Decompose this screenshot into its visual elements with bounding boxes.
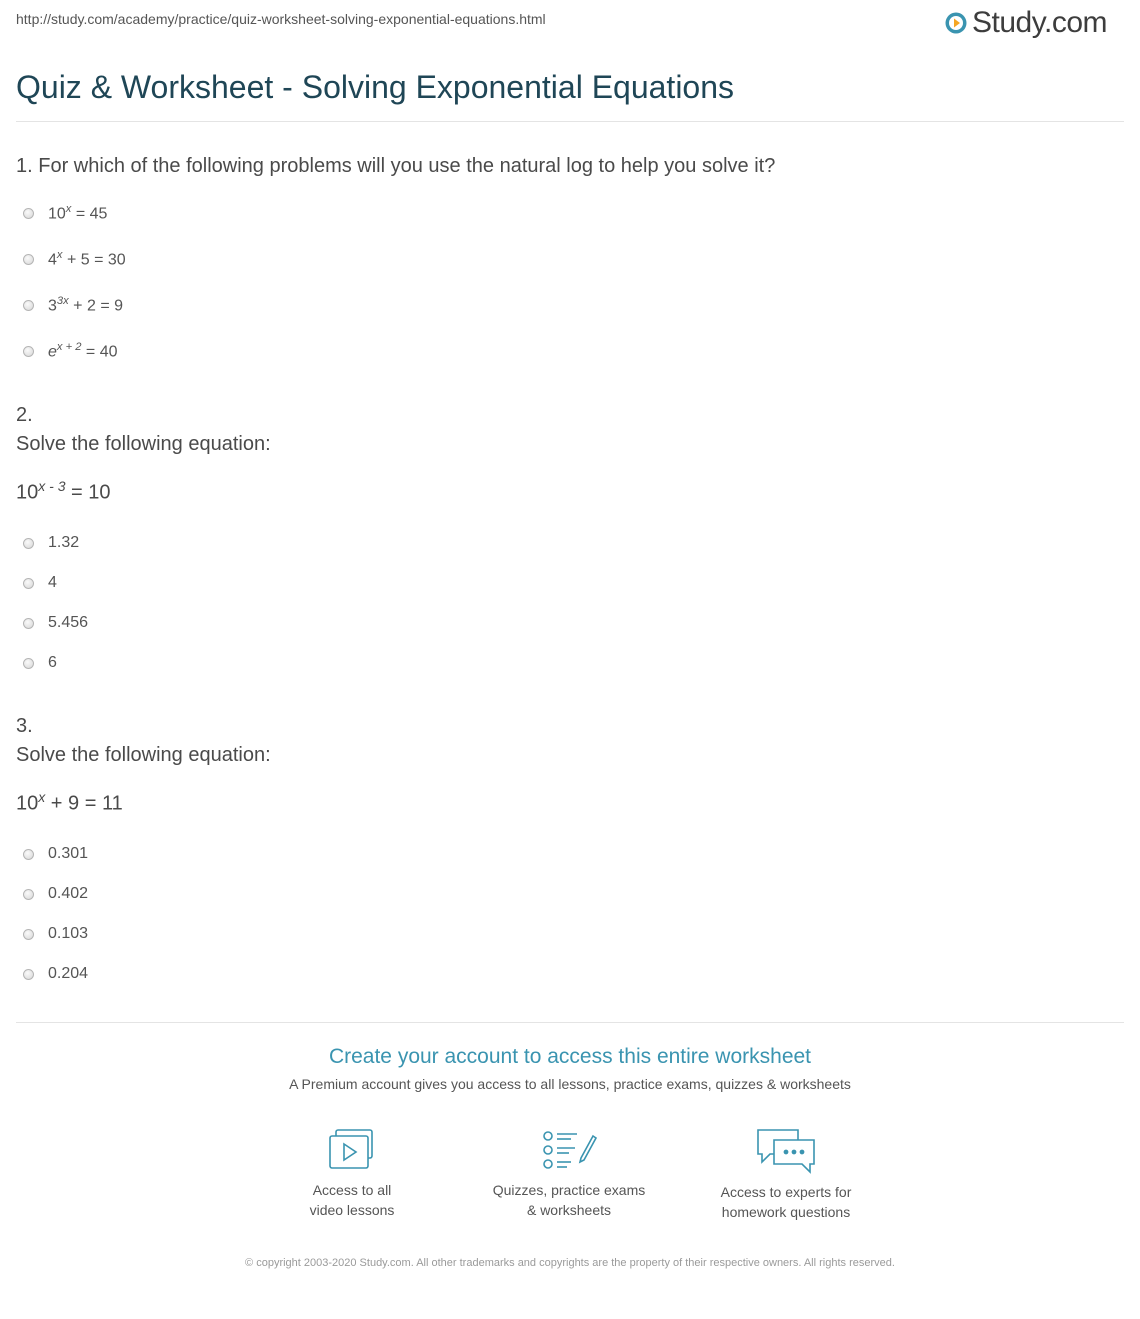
question-1-number: 1.: [16, 155, 33, 177]
option-label: 1.32: [48, 534, 80, 551]
option-label: $e^{x + 2} = 40$: [48, 340, 118, 361]
option-label: 6: [48, 654, 57, 671]
radio-button[interactable]: [23, 849, 34, 860]
question-2-option-1[interactable]: [23, 532, 79, 554]
option-label: 0.204: [48, 965, 89, 982]
question-3-option-1[interactable]: [23, 843, 88, 865]
title-divider: [16, 121, 1124, 122]
radio-button[interactable]: [23, 929, 34, 940]
option-label: 0.402: [48, 885, 89, 902]
option-label: 0.301: [48, 845, 89, 862]
cta-create-account-link[interactable]: Create your account to access this entire worksheet: [328, 1045, 812, 1068]
copyright-notice: © copyright 2003-2020 Study.com. All other trademarks and copyrights are the property of their respective owners. All rights reserved.: [245, 1257, 895, 1269]
question-3-option-2[interactable]: [23, 883, 88, 905]
question-2-number: 2.: [16, 404, 33, 426]
radio-button[interactable]: [23, 889, 34, 900]
question-1-option-4[interactable]: [23, 340, 118, 362]
question-1-option-3[interactable]: [23, 294, 123, 316]
page-title: Quiz & Worksheet - Solving Exponential Equations: [16, 69, 735, 105]
chat-experts-icon: [754, 1128, 818, 1174]
option-label: 0.103: [48, 925, 89, 942]
question-1-option-1[interactable]: [23, 202, 107, 224]
question-1-option-2[interactable]: [23, 248, 126, 270]
feature-label: Access to all video lessons: [309, 1182, 395, 1218]
question-1: [16, 155, 775, 178]
feature-experts: [676, 1128, 896, 1222]
option-label: 5.456: [48, 614, 89, 631]
page-url: http://study.com/academy/practice/quiz-worksheet-solving-exponential-equations.html: [16, 11, 546, 27]
radio-button[interactable]: [23, 208, 34, 219]
radio-button[interactable]: [23, 618, 34, 629]
feature-video-lessons: [242, 1128, 462, 1220]
study-logo[interactable]: [944, 6, 1107, 40]
option-label: $10^x = 45$: [48, 202, 108, 223]
feature-label: Access to experts for homework questions: [720, 1184, 852, 1220]
question-3-prompt: Solve the following equation:: [16, 744, 271, 766]
question-2-option-3[interactable]: [23, 612, 88, 634]
feature-quizzes: [459, 1128, 679, 1220]
question-3-equation: $10^x + 9 = 11$: [16, 789, 123, 815]
quiz-checklist-icon: [541, 1128, 597, 1172]
radio-button[interactable]: [23, 969, 34, 980]
option-label: 4: [48, 574, 57, 591]
radio-button[interactable]: [23, 538, 34, 549]
question-3-number: 3.: [16, 715, 33, 737]
radio-button[interactable]: [23, 658, 34, 669]
study-play-icon: [944, 11, 968, 35]
question-3-option-3[interactable]: [23, 923, 88, 945]
video-lessons-icon: [326, 1128, 378, 1172]
cta-subtitle: A Premium account gives you access to all lessons, practice exams, quizzes & worksheets: [289, 1076, 851, 1092]
question-2-option-4[interactable]: [23, 652, 57, 674]
question-2-equation: $10^{x - 3} = 10$: [16, 478, 111, 504]
option-label: $4^x + 5 = 30$: [48, 248, 126, 269]
section-divider: [16, 1022, 1124, 1023]
question-2-option-2[interactable]: [23, 572, 57, 594]
question-1-prompt: For which of the following problems will you use the natural log to help you solve it?: [38, 155, 776, 177]
question-2-prompt: Solve the following equation:: [16, 433, 271, 455]
radio-button[interactable]: [23, 346, 34, 357]
option-label: $3^{3x} + 2 = 9$: [48, 294, 123, 315]
radio-button[interactable]: [23, 254, 34, 265]
radio-button[interactable]: [23, 578, 34, 589]
radio-button[interactable]: [23, 300, 34, 311]
logo-text: Study.com: [972, 6, 1107, 39]
feature-label: Quizzes, practice exams & worksheets: [492, 1182, 646, 1218]
question-3-option-4[interactable]: [23, 963, 88, 985]
